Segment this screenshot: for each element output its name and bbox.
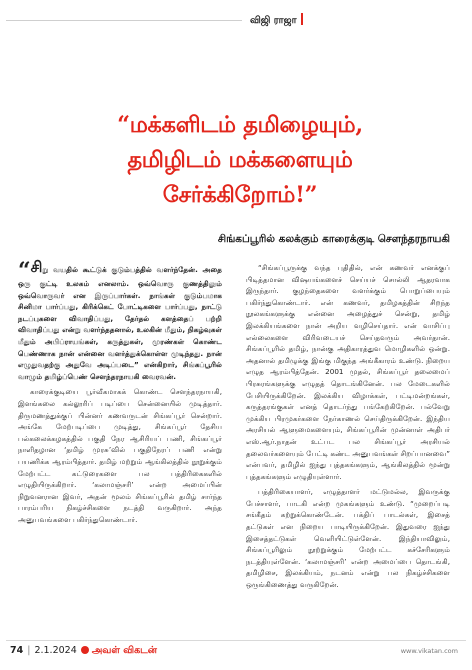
footer-divider [6, 640, 466, 641]
magazine-brand: அவள் விகடன் [91, 645, 157, 656]
headline-line-3: சேர்க்கிறோம்!” [162, 182, 318, 208]
drop-cap: சி [30, 258, 43, 276]
lede-text: று வயதில் கூட்டுக் குடும்பத்தில் வளர்ந்தேன். அதை ஒரு குட்டி உலகம் எனலாம். ஒவ்வொரு குணத்திலும் ஒவ்வொருவர் என இருப்பார்கள். நாங்கள் குடும்பமாக சினிமா பார்ப்பது, கிரிக்கெட் போட்டிகளை பார்ப்பது, நாட்டு நடப்புகளை விவாதிப்பது, தேர்தல் களத்தைப் பற்றி விவாதிப்பது என்று வளர்ந்ததனால், உலகின் மீதும், நிகழ்வுகள் மீதும் அபிப்ராயங்கள், கருத்துகள், முரண்கள் கொண்ட பெண்ணாக நான் என்னை வளர்த்துக்கொள்ள முடிந்தது. நான் எழுதுவதற்கு அதுவே அடிப்படை” என்கிறார், சிங்கப்பூரில் வாழும் தமிழ்ப்பெண் சௌந்தரநாயகி வைரவன். [18, 265, 222, 381]
vikatan-logo-icon [81, 646, 89, 654]
byline-accent-bar [301, 13, 303, 25]
website-url[interactable]: www.vikatan.com [400, 647, 458, 655]
article-column-right [246, 262, 450, 595]
headline-line-1: “மக்களிடம் தமிழையும், [117, 112, 363, 138]
author-name: விஜி ராஜா [250, 15, 297, 26]
headline [60, 108, 420, 213]
body-paragraph: பத்திரிகையாளர், எழுத்தாளர் மட்டுமல்ல, இவருக்கு பேச்சாளர், பாடகி என்ற முகங்களும் உண்டு. “முறைப்படி சங்கீதம் கற்றுக்கொண்டேன். பக்திப் பாடல்கள், இசைத் தட்டுகள் என நிறைய பாடியிருக்கிறேன். இதுவரை ஐந்து இசைத்தட்டுகள் வெளியிட்டுள்ளேன். இந்தியாவிலும், சிங்கப்பூரிலும் நூற்றுக்கும் மேற்பட்ட கச்சேரிகளும் நடத்தியுள்ளேன். ‘கலாமஞ்சரி’ என்ற அமைப்பை தொடங்கி, தமிழிசை, இலக்கியம், நடனம் என்று பல நிகழ்ச்சிகளை ஒருங்கிணைத்து வருகிறேன். [246, 487, 450, 590]
page-footer [10, 645, 157, 657]
byline-row [0, 0, 472, 46]
page-number: 74 [10, 645, 24, 656]
byline-divider [6, 20, 242, 21]
byline [250, 13, 303, 27]
footer-separator: | [27, 645, 31, 656]
body-paragraph: “சிங்கப்பூருக்கு வந்த புதிதில், என் கணவர் எனக்குப் பிடித்தமான விஷயங்களைச் செய்யச் சொல்லி ஆதரவாக இருந்தார். குழந்தைகளை வளர்க்கும் பொறுப்பையும் பகிர்ந்துகொண்டார். என் கணவர், தமிழகத்தின் சிறந்த நூலகங்களுக்கு என்னை அழைத்துச் சென்று, தமிழ் இலக்கியங்களை நான் அறிய வழிசெய்தார். என் வாசிப்பு எல்லைகளை விரிவடையச் செய்தவரும் அவர்தான். சிங்கப்பூரில் தமிழ், நான்கு அதிகாரத்துவ மொழிகளில் ஒன்று. அதனால் தமிழுக்கு இங்கு மிகுந்த அங்கீகாரம் உண்டு. நிறைய எழுத ஆரம்பித்தேன். 2001 முதல், சிங்கப்பூர் தலைமைப் பிரசுரங்களுக்கு எழுதத் தொடங்கினேன். பல மேடைகளில் பேசியிருக்கிறேன். இலக்கிய விழாக்கள், பட்டிமன்றங்கள், கருத்தரங்குகள் எனத் தொடர்ந்து பங்கேற்கிறேன். பல்வேறு முக்கிய பிரமுகர்களை நேர்காணல் செய்திருக்கிறேன். இந்திய அரசியல் ஆளுமைகளையும், சிங்கப்பூரின் முன்னாள் அதிபர் எஸ்.ஆர்.நாதன் உட்பட பல சிங்கப்பூர் அரசியல் தலைவர்களையும் பேட்டி கண்ட அனுபவங்கள் சிறப்பானவை” என்பவர், தமிழில் ஐந்து புத்தகங்களும், ஆங்கிலத்தில் மூன்று புத்தகங்களும் எழுதியுள்ளார். [246, 263, 450, 481]
opening-quote-mark: “ [18, 258, 31, 284]
body-paragraph: காரைக்குடியை பூர்வீகமாகக் கொண்ட சௌந்தரநாயகி, இளங்கலை கல்லூரிப் படிப்பை சென்னையில் முடித்தார். திருமணத்துக்குப் பின்னர் கணவருடன் சிங்கப்பூர் சென்றார். அங்கே மேற்படிப்பை முடித்து, சிங்கப்பூர் தேசிய பல்கலைக்கழகத்தில் பகுதி நேர ஆசிரியப் பணி, சிங்கப்பூர் நாளிதழான ‘தமிழ் முரசு’வில் பகுதிநேரப் பணி என்று பயணிக்க ஆரம்பித்தார். தமிழ் மற்றும் ஆங்கிலத்தில் நூறுக்கும் மேற்பட்ட கட்டுரைகளை பல பத்திரிகைகளில் எழுதியிருக்கிறார். ‘கலாமஞ்சரி’ என்ற அமைப்பின் நிறுவனரான இவர், அதன் மூலம் சிங்கப்பூரில் தமிழ் சார்ந்த பாரம்பரிய நிகழ்ச்சிகளை நடத்தி வருகிறார். அந்த அனுபவங்களை பகிர்ந்துகொண்டார். [18, 387, 222, 524]
subheadline: சிங்கப்பூரில் கலக்கும் காரைக்குடி சௌந்தரநாயகி [217, 233, 450, 245]
issue-date: 2.1.2024 [34, 645, 77, 656]
article-column-left [18, 258, 222, 529]
lede-paragraph [18, 258, 222, 382]
headline-line-2: தமிழிடம் மக்களையும் [127, 147, 353, 173]
